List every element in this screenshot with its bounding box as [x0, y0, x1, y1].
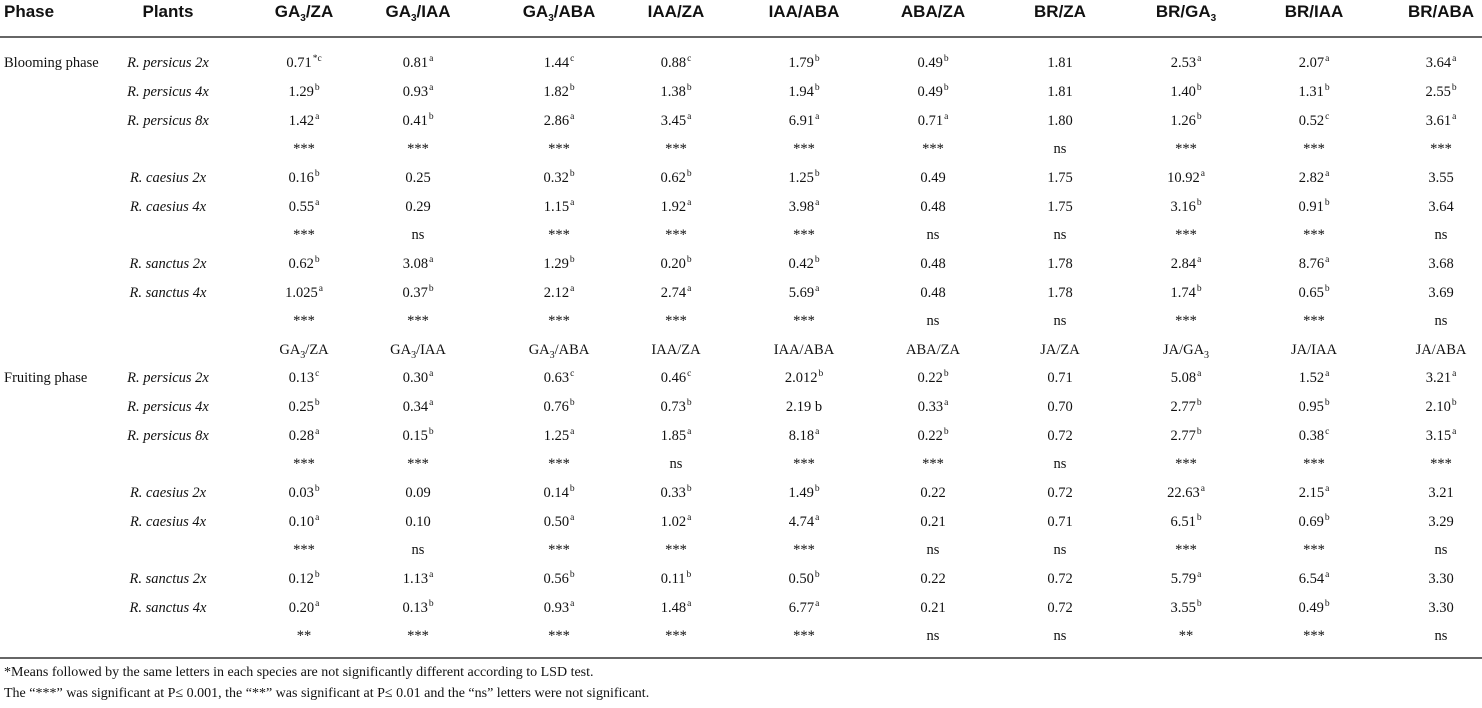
- plant-label: R. caesius 2x: [129, 485, 207, 501]
- table-cell: 0.10$^a$: [288, 513, 320, 530]
- table-cell: 1.78: [1047, 285, 1073, 301]
- plant-label: R. persicus 8x: [127, 428, 209, 444]
- subheader-cell: JA/ZA: [1040, 342, 1080, 358]
- table-cell: ns: [1053, 227, 1067, 243]
- table-cell: 1.31$^b$: [1298, 83, 1330, 100]
- table-cell: ***: [548, 313, 570, 329]
- table-cell: 0.14$^b$: [543, 484, 575, 501]
- subheader-cell: $GA_3$/IAA: [390, 342, 446, 361]
- table-cell: 3.16$^b$: [1170, 198, 1202, 215]
- table-cell: ***: [665, 313, 687, 329]
- table-row: [0, 482, 1482, 504]
- footnotes: [4, 662, 649, 704]
- table-cell: 3.64$^a$: [1425, 54, 1457, 71]
- table-cell: 8.76$^a$: [1298, 255, 1330, 272]
- table-cell: 6.51$^b$: [1170, 513, 1202, 530]
- table-cell: 0.48: [920, 285, 946, 301]
- table-cell: 2.12$^a$: [543, 284, 575, 301]
- table-cell: 0.03$^b$: [288, 484, 320, 501]
- table-cell: ***: [665, 227, 687, 243]
- table-cell: ***: [793, 628, 815, 644]
- table-row: [0, 110, 1482, 132]
- table-cell: 0.71: [1047, 514, 1073, 530]
- table-cell: ***: [1175, 456, 1197, 472]
- table-cell: 0.34$^a$: [402, 398, 434, 415]
- table-cell: 0.12$^b$: [288, 570, 320, 587]
- plant-label: R. persicus 4x: [127, 84, 209, 100]
- table-cell: ns: [411, 542, 425, 558]
- table-cell: ***: [1303, 456, 1325, 472]
- table-cell: 1.025$^a$: [285, 284, 323, 301]
- table-cell: 0.13$^b$: [402, 599, 434, 616]
- header-col-7: $BR/GA_3$: [1155, 2, 1217, 24]
- table-cell: 0.95$^b$: [1298, 398, 1330, 415]
- table-cell: ns: [926, 227, 940, 243]
- table-cell: 0.33$^b$: [660, 484, 692, 501]
- table-cell: 5.08$^a$: [1170, 369, 1202, 386]
- table-cell: 1.94$^b$: [788, 83, 820, 100]
- table-cell: 3.29: [1428, 514, 1454, 530]
- table-cell: ***: [793, 456, 815, 472]
- table-cell: ***: [548, 227, 570, 243]
- table-cell: 0.15$^b$: [402, 427, 434, 444]
- table-cell: ***: [407, 313, 429, 329]
- table-cell: 0.21: [920, 514, 946, 530]
- table-cell: ***: [407, 628, 429, 644]
- table-cell: 0.46$^c$: [660, 369, 692, 386]
- table-cell: 2.77$^b$: [1170, 398, 1202, 415]
- header-col-0: $GA_3/ZA$: [274, 2, 334, 24]
- table-cell: 0.42$^b$: [788, 255, 820, 272]
- table-cell: 5.79$^a$: [1170, 570, 1202, 587]
- table-cell: 0.09: [405, 485, 431, 501]
- table-cell: 1.75: [1047, 199, 1073, 215]
- table-cell: ***: [1175, 542, 1197, 558]
- table-cell: 0.71$^{*c}$: [286, 54, 322, 71]
- header-col-6: BR/ZA: [1034, 2, 1086, 21]
- table-cell: 0.69$^b$: [1298, 513, 1330, 530]
- table-cell: 0.93$^a$: [402, 83, 434, 100]
- table-cell: ns: [1053, 141, 1067, 157]
- plant-label: R. sanctus 2x: [129, 256, 207, 272]
- table-cell: 0.48: [920, 199, 946, 215]
- table-cell: ***: [793, 227, 815, 243]
- table-cell: ***: [293, 227, 315, 243]
- table-cell: 22.63$^a$: [1167, 484, 1205, 501]
- table-cell: 8.18$^a$: [788, 427, 820, 444]
- table-cell: 0.25$^b$: [288, 398, 320, 415]
- table-cell: 1.49$^b$: [788, 484, 820, 501]
- table-cell: 0.63$^c$: [543, 369, 575, 386]
- table-cell: ***: [665, 542, 687, 558]
- table-cell: 1.82$^b$: [543, 83, 575, 100]
- table-cell: 0.52$^c$: [1298, 112, 1330, 129]
- table-cell: 0.56$^b$: [543, 570, 575, 587]
- header-col-3: IAA/ZA: [647, 2, 705, 21]
- plant-label: R. caesius 4x: [129, 514, 207, 530]
- table-row: [0, 625, 1482, 647]
- table-row: [0, 597, 1482, 619]
- table-cell: 0.11$^b$: [660, 570, 692, 587]
- table-cell: 3.55$^b$: [1170, 599, 1202, 616]
- table-cell: 2.15$^a$: [1298, 484, 1330, 501]
- table-row: [0, 196, 1482, 218]
- table-cell: 1.81: [1047, 84, 1073, 100]
- table-cell: 0.13$^c$: [288, 369, 320, 386]
- table-cell: ns: [1434, 227, 1448, 243]
- table-cell: 6.54$^a$: [1298, 570, 1330, 587]
- table-cell: ***: [1430, 141, 1452, 157]
- table-cell: 1.40$^b$: [1170, 83, 1202, 100]
- table-cell: 0.16$^b$: [288, 169, 320, 186]
- table-cell: 1.15$^a$: [543, 198, 575, 215]
- table-cell: 0.49$^b$: [917, 83, 949, 100]
- table-cell: 1.80: [1047, 113, 1073, 129]
- table-cell: 0.76$^b$: [543, 398, 575, 415]
- table-row: [0, 167, 1482, 189]
- table-cell: 1.25$^a$: [543, 427, 575, 444]
- table-cell: ***: [407, 141, 429, 157]
- header-plants: Plants: [142, 2, 194, 21]
- header-col-5: ABA/ZA: [900, 2, 966, 21]
- phase-label: Fruiting phase: [4, 370, 88, 386]
- table-cell: 3.45$^a$: [660, 112, 692, 129]
- table-cell: ***: [1175, 313, 1197, 329]
- table-cell: 0.10: [405, 514, 431, 530]
- table-cell: ***: [548, 542, 570, 558]
- table-cell: 3.98$^a$: [788, 198, 820, 215]
- table-cell: ***: [548, 456, 570, 472]
- table-cell: 0.50$^b$: [788, 570, 820, 587]
- table-cell: 1.75: [1047, 170, 1073, 186]
- subheader-cell: ABA/ZA: [906, 342, 960, 358]
- table-cell: 1.44$^c$: [543, 54, 575, 71]
- table-cell: 0.22: [920, 485, 946, 501]
- table-cell: ns: [926, 313, 940, 329]
- table-cell: 3.61$^a$: [1425, 112, 1457, 129]
- header-col-9: BR/ABA: [1407, 2, 1475, 21]
- table-cell: 0.20$^b$: [660, 255, 692, 272]
- table-cell: ns: [1053, 628, 1067, 644]
- table-cell: 0.62$^b$: [288, 255, 320, 272]
- table-cell: 1.81: [1047, 55, 1073, 71]
- header-col-1: $GA_3$/IAA: [385, 2, 451, 24]
- table-cell: ***: [407, 456, 429, 472]
- table-cell: 0.72: [1047, 428, 1073, 444]
- table-cell: 0.20$^a$: [288, 599, 320, 616]
- table-cell: 0.81$^a$: [402, 54, 434, 71]
- table-cell: 0.72: [1047, 485, 1073, 501]
- subheader-cell: IAA/ZA: [651, 342, 701, 358]
- table-cell: 0.49$^b$: [1298, 599, 1330, 616]
- table-cell: 0.22$^b$: [917, 427, 949, 444]
- table-cell: ***: [1175, 227, 1197, 243]
- phase-label: Blooming phase: [4, 55, 99, 71]
- table-cell: 0.49: [920, 170, 946, 186]
- table-cell: 0.33$^a$: [917, 398, 949, 415]
- table-cell: 0.32$^b$: [543, 169, 575, 186]
- header-col-2: $GA_3$/ABA: [522, 2, 596, 24]
- table-cell: ***: [293, 141, 315, 157]
- table-cell: 6.77$^a$: [788, 599, 820, 616]
- table-cell: 0.65$^b$: [1298, 284, 1330, 301]
- table-cell: **: [1178, 628, 1194, 644]
- table-cell: 0.70: [1047, 399, 1073, 415]
- table-cell: 0.48: [920, 256, 946, 272]
- table-cell: ***: [793, 141, 815, 157]
- table-cell: 0.91$^b$: [1298, 198, 1330, 215]
- table-row: [0, 568, 1482, 590]
- table-cell: 2.07$^a$: [1298, 54, 1330, 71]
- table-cell: ***: [1303, 542, 1325, 558]
- table-cell: 2.19 b: [785, 399, 823, 415]
- table-cell: 1.13$^a$: [402, 570, 434, 587]
- subheader-cell: IAA/ABA: [773, 342, 835, 358]
- table-cell: 0.93$^a$: [543, 599, 575, 616]
- table-cell: ***: [1430, 456, 1452, 472]
- table-cell: 3.55: [1428, 170, 1454, 186]
- table-row: [0, 511, 1482, 533]
- table-cell: 0.71$^a$: [917, 112, 949, 129]
- table-cell: ***: [1175, 141, 1197, 157]
- table-cell: 0.21: [920, 600, 946, 616]
- plant-label: R. persicus 4x: [127, 399, 209, 415]
- table-cell: 5.69$^a$: [788, 284, 820, 301]
- table-bottom-rule: [0, 657, 1482, 659]
- table-cell: 0.49$^b$: [917, 54, 949, 71]
- table-cell: 3.15$^a$: [1425, 427, 1457, 444]
- table-cell: 0.22: [920, 571, 946, 587]
- table-row: [0, 138, 1482, 160]
- table-cell: 0.25: [405, 170, 431, 186]
- table-cell: 0.88$^c$: [660, 54, 692, 71]
- table-cell: 0.72: [1047, 571, 1073, 587]
- table-cell: ns: [669, 456, 683, 472]
- table-cell: ns: [1053, 313, 1067, 329]
- table-cell: 1.52$^a$: [1298, 369, 1330, 386]
- table-cell: 1.25$^b$: [788, 169, 820, 186]
- table-cell: ***: [293, 456, 315, 472]
- table-cell: 10.92$^a$: [1167, 169, 1205, 186]
- table-cell: 2.55$^b$: [1425, 83, 1457, 100]
- header-col-4: IAA/ABA: [768, 2, 840, 21]
- table-cell: ns: [1434, 542, 1448, 558]
- table-row: [0, 396, 1482, 418]
- header-col-8: BR/IAA: [1284, 2, 1344, 21]
- table-cell: ns: [926, 542, 940, 558]
- table-row: [0, 425, 1482, 447]
- table-cell: 3.30: [1428, 571, 1454, 587]
- table-cell: 3.69: [1428, 285, 1454, 301]
- plant-label: R. sanctus 2x: [129, 571, 207, 587]
- table-cell: 1.26$^b$: [1170, 112, 1202, 129]
- footnote-lsd: *Means followed by the same letters in each species are not significantly different according to LSD test.: [4, 665, 594, 680]
- subheader-cell: $JA/GA_3$: [1162, 342, 1210, 361]
- table-cell: 0.41$^b$: [402, 112, 434, 129]
- table-cell: 1.85$^a$: [660, 427, 692, 444]
- table-cell: ***: [1303, 227, 1325, 243]
- table-cell: 0.50$^a$: [543, 513, 575, 530]
- table-cell: ns: [411, 227, 425, 243]
- table-cell: 6.91$^a$: [788, 112, 820, 129]
- table-cell: ***: [922, 141, 944, 157]
- table-cell: 2.53$^a$: [1170, 54, 1202, 71]
- table-row: [0, 282, 1482, 304]
- table-cell: 1.42$^a$: [288, 112, 320, 129]
- table-cell: 0.30$^a$: [402, 369, 434, 386]
- plant-label: R. persicus 2x: [127, 370, 209, 386]
- plant-label: R. persicus 8x: [127, 113, 209, 129]
- table-cell: 0.22$^b$: [917, 369, 949, 386]
- table-cell: 2.012$^b$: [784, 369, 824, 386]
- table-cell: 0.71: [1047, 370, 1073, 386]
- table-cell: ***: [293, 313, 315, 329]
- table-cell: **: [296, 628, 312, 644]
- table-cell: 1.02$^a$: [660, 513, 692, 530]
- table-cell: 0.62$^b$: [660, 169, 692, 186]
- table-cell: ns: [926, 628, 940, 644]
- table-cell: ***: [793, 313, 815, 329]
- table-row: [0, 224, 1482, 246]
- plant-label: R. persicus 2x: [127, 55, 209, 71]
- table-cell: 3.21: [1428, 485, 1454, 501]
- table-row: [0, 253, 1482, 275]
- table-cell: ns: [1434, 628, 1448, 644]
- table-row: [0, 310, 1482, 332]
- table-cell: 2.82$^a$: [1298, 169, 1330, 186]
- table-cell: ***: [548, 628, 570, 644]
- table-cell: 0.38$^c$: [1298, 427, 1330, 444]
- table-cell: 1.48$^a$: [660, 599, 692, 616]
- table-cell: 1.78: [1047, 256, 1073, 272]
- table-cell: 2.77$^b$: [1170, 427, 1202, 444]
- table-cell: 3.30: [1428, 600, 1454, 616]
- table-cell: 1.79$^b$: [788, 54, 820, 71]
- table-cell: 0.37$^b$: [402, 284, 434, 301]
- plant-label: R. caesius 4x: [129, 199, 207, 215]
- subheader-cell: $GA_3/ZA$: [279, 342, 329, 361]
- table-row: [0, 52, 1482, 74]
- table-cell: ***: [793, 542, 815, 558]
- table-row: [0, 367, 1482, 389]
- subheader-cell: JA/ABA: [1415, 342, 1467, 358]
- table-cell: 1.38$^b$: [660, 83, 692, 100]
- table-cell: ***: [665, 628, 687, 644]
- table-cell: 3.68: [1428, 256, 1454, 272]
- table-cell: ***: [1303, 628, 1325, 644]
- plant-label: R. sanctus 4x: [129, 600, 207, 616]
- table-cell: 0.72: [1047, 600, 1073, 616]
- table-cell: ***: [548, 141, 570, 157]
- header-phase: Phase: [4, 2, 55, 21]
- table-cell: 2.84$^a$: [1170, 255, 1202, 272]
- table-row: [0, 81, 1482, 103]
- table-cell: 0.28$^a$: [288, 427, 320, 444]
- table-cell: 3.21$^a$: [1425, 369, 1457, 386]
- subheader-cell: JA/IAA: [1291, 342, 1337, 358]
- table-cell: 0.55$^a$: [288, 198, 320, 215]
- table-cell: ns: [1053, 542, 1067, 558]
- table-row: [0, 539, 1482, 561]
- table-cell: ***: [293, 542, 315, 558]
- table-cell: 1.29$^b$: [288, 83, 320, 100]
- table-row: [0, 453, 1482, 475]
- table-cell: 2.10$^b$: [1425, 398, 1457, 415]
- subheader-cell: $GA_3$/ABA: [528, 342, 590, 361]
- table-cell: ***: [1303, 141, 1325, 157]
- table-cell: 3.64: [1428, 199, 1454, 215]
- table-cell: 4.74$^a$: [788, 513, 820, 530]
- table-cell: 0.73$^b$: [660, 398, 692, 415]
- table-row: [0, 339, 1482, 361]
- table-cell: 2.74$^a$: [660, 284, 692, 301]
- plant-label: R. sanctus 4x: [129, 285, 207, 301]
- table-cell: ***: [1303, 313, 1325, 329]
- plant-label: R. caesius 2x: [129, 170, 207, 186]
- table-cell: 0.29: [405, 199, 431, 215]
- table-cell: 1.92$^a$: [660, 198, 692, 215]
- table-cell: ***: [922, 456, 944, 472]
- table-cell: 3.08$^a$: [402, 255, 434, 272]
- table-cell: ns: [1053, 456, 1067, 472]
- table-cell: ns: [1434, 313, 1448, 329]
- table-cell: 2.86$^a$: [543, 112, 575, 129]
- footnote-significance: The “***” was significant at P≤ 0.001, the “**” was significant at P≤ 0.01 and the “ns” letters were not significant.: [4, 686, 650, 701]
- table-cell: 1.74$^b$: [1170, 284, 1202, 301]
- table-cell: 1.29$^b$: [543, 255, 575, 272]
- table-cell: ***: [665, 141, 687, 157]
